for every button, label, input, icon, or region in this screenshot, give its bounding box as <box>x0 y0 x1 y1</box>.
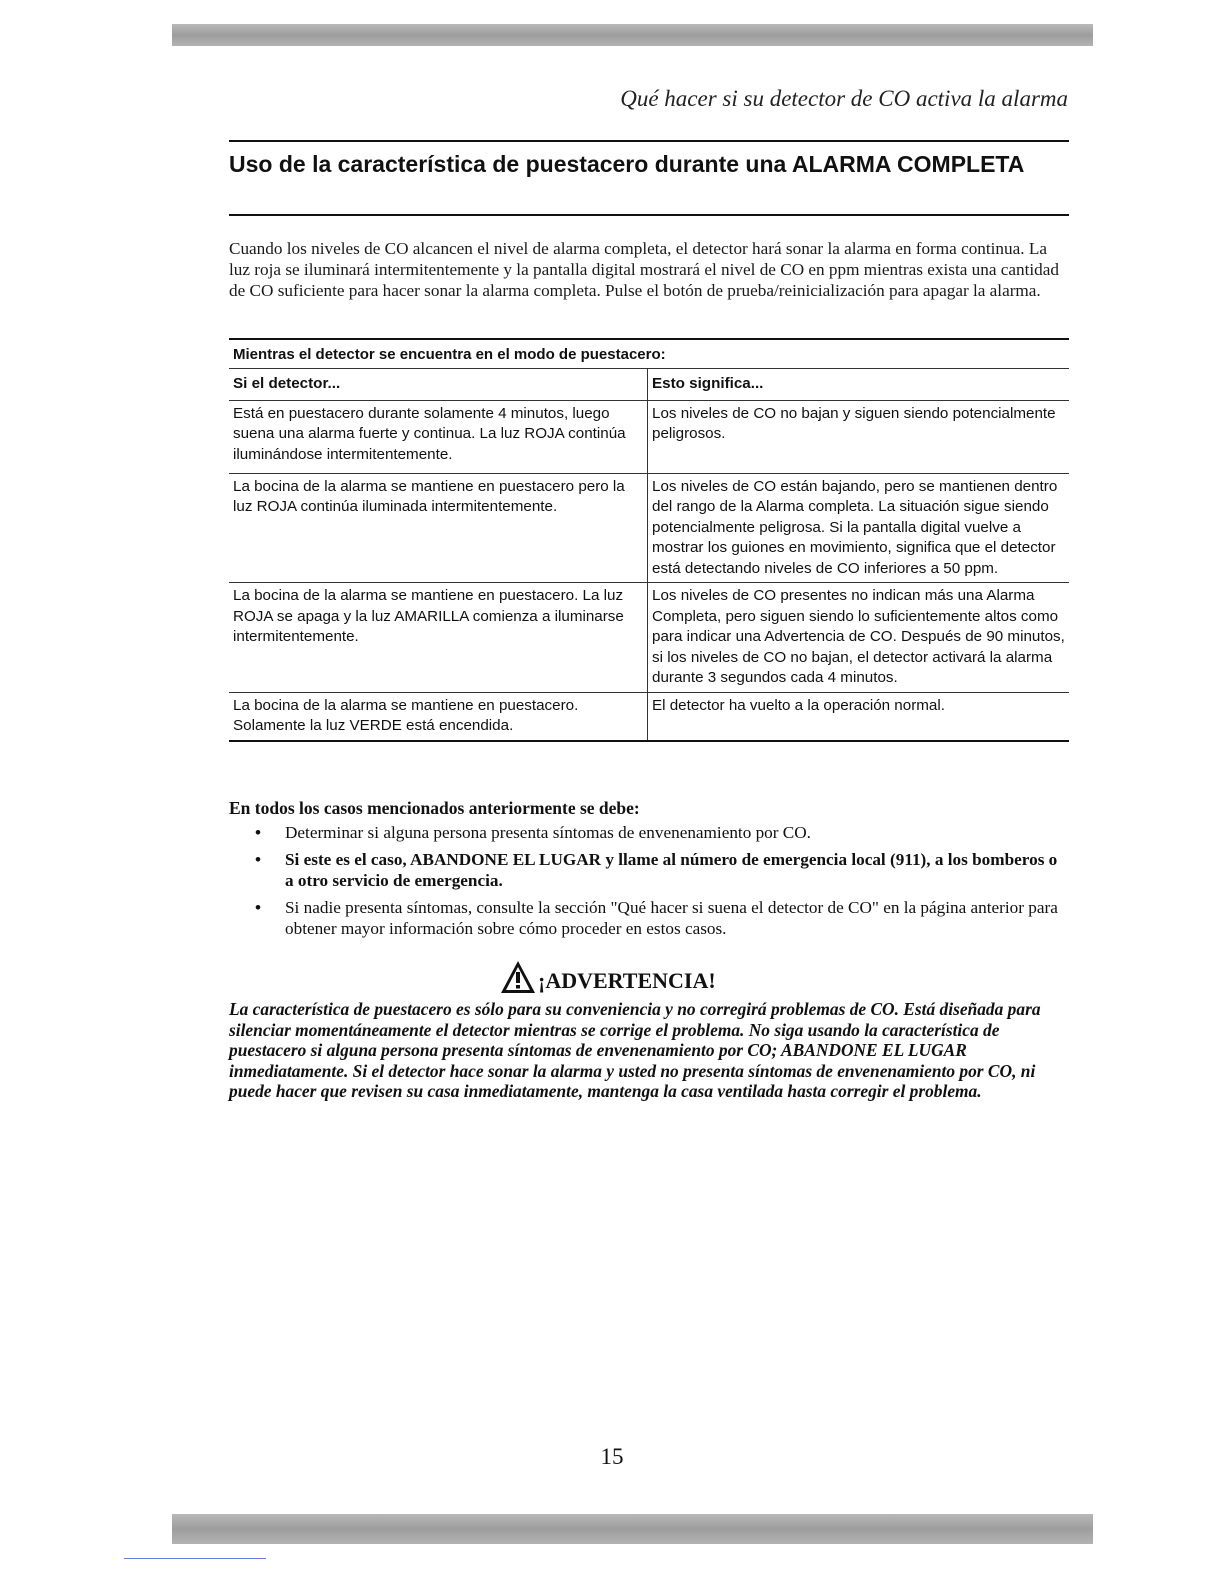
bullet: • <box>255 898 262 917</box>
snooze-mode-table <box>229 368 1069 742</box>
table-cell-condition: Está en puestacero durante solamente 4 minutos, luego suena una alarma fuerte y continua. La luz ROJA continúa iluminándose intermitentemente. <box>229 400 648 473</box>
notes-heading: En todos los casos mencionados anteriormente se debe: <box>229 798 640 818</box>
table-cell-condition: La bocina de la alarma se mantiene en puestacero pero la luz ROJA continúa iluminada intermitentemente. <box>229 473 648 583</box>
title-rule-top <box>229 140 1069 142</box>
list-item-text: Si nadie presenta síntomas, consulte la sección "Qué hacer si suena el detector de CO" en la página anterior para obtener mayor información sobre cómo proceder en estos casos. <box>285 898 1058 938</box>
column-header-meaning: Esto significa... <box>648 369 1070 401</box>
table-cell-meaning: Los niveles de CO no bajan y siguen siendo potencialmente peligrosos. <box>648 400 1070 473</box>
list-item <box>229 849 1069 891</box>
warning-triangle-icon <box>500 960 536 994</box>
top-gray-bar <box>172 24 1093 46</box>
table-cell-meaning: Los niveles de CO están bajando, pero se mantienen dentro del rango de la Alarma completa. La situación sigue siendo potencialmente peligrosa. Si la pantalla digital vuelve a mostrar los guiones en movimiento, significa que el detector está detectando niveles de CO inferiores a 50 ppm. <box>648 473 1070 583</box>
column-header-condition: Si el detector... <box>229 369 648 401</box>
bullet: • <box>255 823 262 842</box>
table-cell-condition: La bocina de la alarma se mantiene en puestacero. La luz ROJA se apaga y la luz AMARILLA comienza a iluminarse intermitentemente. <box>229 583 648 693</box>
running-head: Qué hacer si su detector de CO activa la alarma <box>620 86 1068 111</box>
table-caption: Mientras el detector se encuentra en el modo de puestacero: <box>229 338 1069 368</box>
table-row <box>229 473 1069 583</box>
table-row <box>229 583 1069 693</box>
section-title: Uso de la característica de puestacero durante una ALARMA COMPLETA <box>229 151 1025 177</box>
bottom-gray-bar <box>172 1514 1093 1544</box>
table-row <box>229 400 1069 473</box>
table-header-row <box>229 369 1069 401</box>
bullet: • <box>255 850 262 869</box>
warning-text: La característica de puestacero es sólo para su conveniencia y no corregirá problemas de CO. Está diseñada para silenciar momentáneamente el detector mientras se corrige el problema. No siga usando la característica de puestacero si alguna persona presenta síntomas de envenenamiento por CO; ABANDONE EL LUGAR inmediatamente. Si el detector hace sonar la alarma y usted no presenta síntomas de envenenamiento por CO, ni puede hacer que revisen su casa inmediatamente, mantenga la casa ventilada hasta corregir el problema. <box>229 999 1041 1101</box>
list-item <box>229 822 1069 843</box>
table-cell-meaning: Los niveles de CO presentes no indican más una Alarma Completa, pero siguen siendo lo suficientemente altos como para indicar una Advertencia de CO. Después de 90 minutos, si los niveles de CO no bajan, el detector activará la alarma durante 3 segundos cada 4 minutos. <box>648 583 1070 693</box>
intro-paragraph: Cuando los niveles de CO alcancen el nivel de alarma completa, el detector hará sonar la alarma en forma continua. La luz roja se iluminará intermitentemente y la pantalla digital mostrará el nivel de CO en ppm mientras exista una cantidad de CO suficiente para hacer sonar la alarma completa. Pulse el botón de prueba/reinicialización para apagar la alarma. <box>229 239 1059 300</box>
title-rule-bottom <box>229 214 1069 216</box>
notes-list <box>229 822 1069 945</box>
table-cell-meaning: El detector ha vuelto a la operación normal. <box>648 692 1070 741</box>
list-item <box>229 897 1069 939</box>
warning-title: ¡ADVERTENCIA! <box>538 968 716 993</box>
list-item-text: Si este es el caso, ABANDONE EL LUGAR y llame al número de emergencia local (911), a los bomberos o a otro servicio de emergencia. <box>285 850 1058 890</box>
snooze-mode-table-block <box>229 338 1069 742</box>
warning-heading <box>500 958 716 994</box>
table-cell-condition: La bocina de la alarma se mantiene en puestacero. Solamente la luz VERDE está encendida. <box>229 692 648 741</box>
page-number: 15 <box>600 1444 624 1469</box>
footer-line <box>124 1558 266 1559</box>
list-item-text: Determinar si alguna persona presenta síntomas de envenenamiento por CO. <box>285 823 811 842</box>
table-row <box>229 692 1069 741</box>
